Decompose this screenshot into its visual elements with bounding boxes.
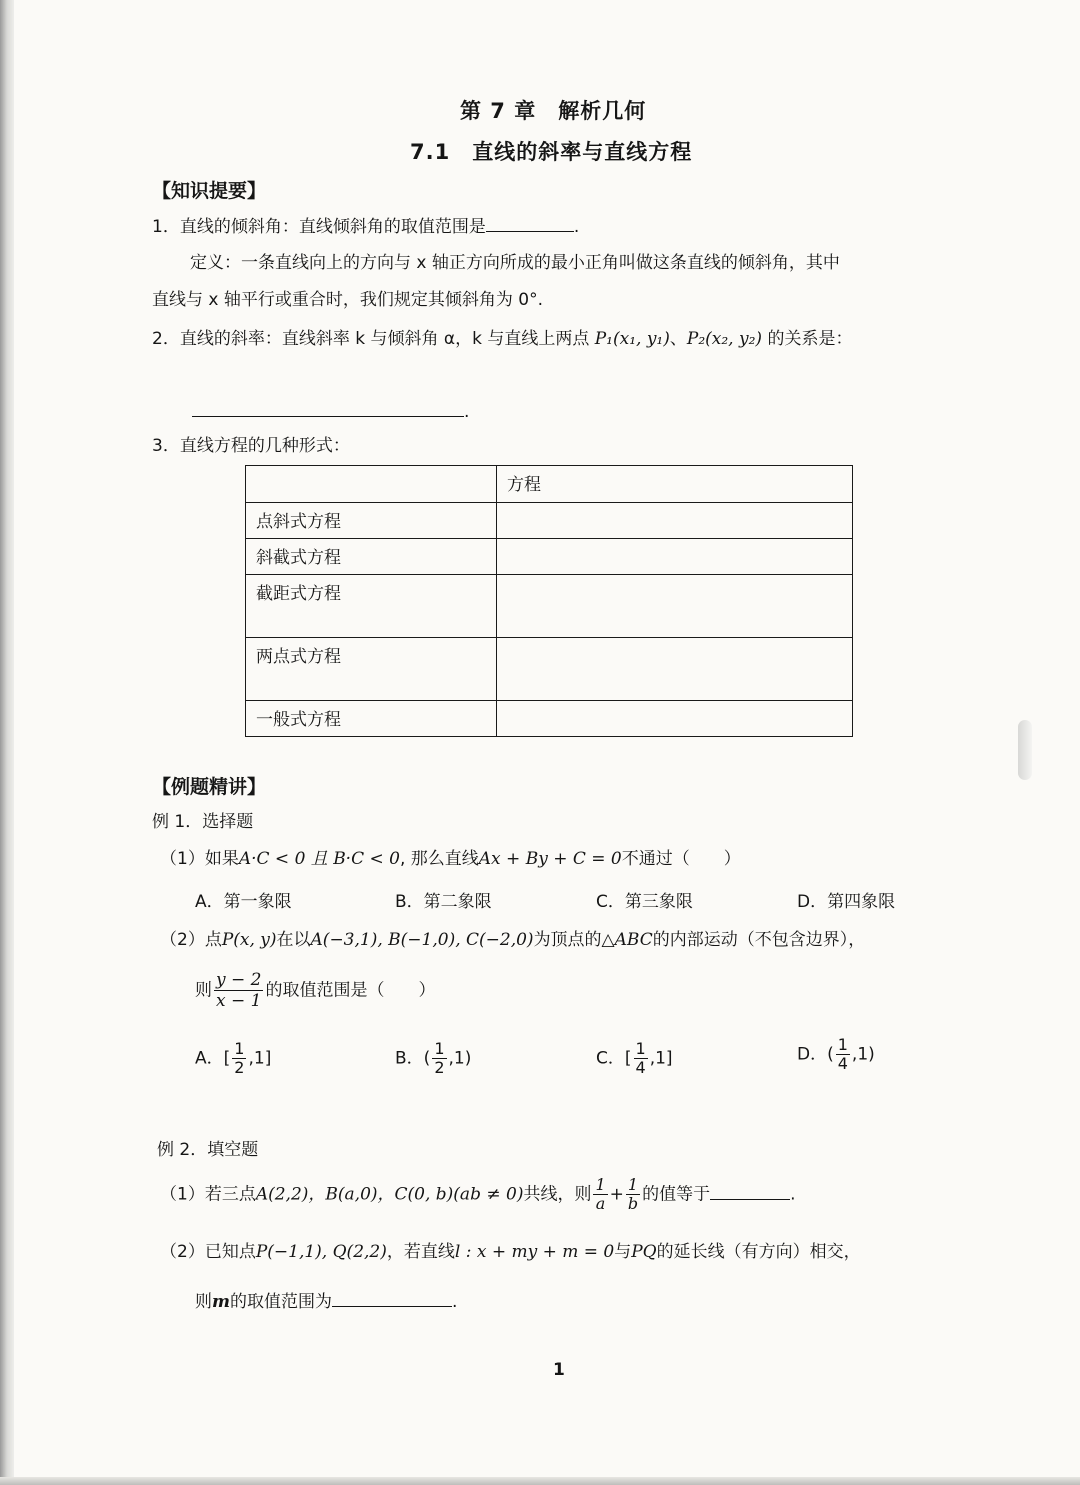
q3-plus: + xyxy=(609,1184,624,1205)
q3-fraction-b xyxy=(626,1176,640,1213)
q3-frac-b-num: 1 xyxy=(626,1176,640,1195)
slope-blank-end: . xyxy=(464,402,470,422)
table-row xyxy=(246,503,853,539)
table-row xyxy=(246,701,853,737)
slope-answer-line xyxy=(192,398,469,424)
question-3 xyxy=(160,1176,796,1213)
q1-option-a[interactable]: A．第一象限 xyxy=(195,892,292,912)
q2-vertices: A(−3,1), B(−1,0), C(−2,0) xyxy=(310,930,534,950)
q2-option-b[interactable] xyxy=(395,1040,471,1077)
q2-prefix: （2）点 xyxy=(160,930,222,950)
q1-suffix: 不通过（ ） xyxy=(621,849,741,869)
q2-triangle: ABC xyxy=(614,930,653,950)
q2-fraction-numerator: y − 2 xyxy=(216,970,262,990)
q1-option-d[interactable]: D．第四象限 xyxy=(797,892,896,912)
answer-cell-slope-intercept[interactable] xyxy=(497,539,853,575)
q2-option-a-label: A． xyxy=(195,1048,224,1069)
q3-frac-a-den: a xyxy=(595,1194,606,1213)
q2-mid: 在以 xyxy=(276,930,311,950)
table-row xyxy=(246,575,853,638)
q2-option-d-open: ( xyxy=(827,1044,834,1065)
q3-points: A(2,2)，B(a,0)，C(0, b)(ab ≠ 0) xyxy=(255,1184,524,1205)
example-1-title: 例 1．选择题 xyxy=(152,812,254,832)
q1-line-equation: Ax + By + C = 0 xyxy=(478,849,622,869)
q1-prefix: （1）如果 xyxy=(160,849,239,869)
q2-option-d-den: 4 xyxy=(837,1054,848,1073)
q2-option-a-den: 2 xyxy=(234,1058,245,1077)
table-row xyxy=(246,638,853,701)
q4-prefix: （2）已知点 xyxy=(160,1242,256,1262)
q2-line2-suffix: 的取值范围是（ ） xyxy=(265,980,436,1001)
row-label-point-slope: 点斜式方程 xyxy=(246,503,497,539)
item2-end: 的关系是： xyxy=(762,329,853,349)
answer-cell-two-point[interactable] xyxy=(497,638,853,701)
q2-option-a[interactable] xyxy=(195,1040,271,1077)
q2-line2-prefix: 则 xyxy=(195,980,212,1001)
slope-relation-blank[interactable] xyxy=(192,398,464,417)
q4-suffix: 的延长线（有方向）相交， xyxy=(656,1242,861,1262)
q3-end: . xyxy=(790,1184,796,1205)
q1-option-c[interactable]: C．第三象限 xyxy=(596,892,693,912)
point-p2: P₂(x₂, y₂) xyxy=(686,329,763,349)
table-header-blank xyxy=(246,466,497,503)
row-label-general: 一般式方程 xyxy=(246,701,497,737)
knowledge-item-3: 3．直线方程的几种形式： xyxy=(152,436,350,456)
q2-option-c-den: 4 xyxy=(635,1058,646,1077)
q2-line1-end: 的内部运动（不包含边界）， xyxy=(652,930,866,950)
item2-text: 2．直线的斜率：直线斜率 k 与倾斜角 α，k 与直线上两点 xyxy=(152,329,590,349)
knowledge-item-2 xyxy=(152,327,852,351)
q2-option-b-open: ( xyxy=(423,1048,431,1069)
q3-frac-a-num: 1 xyxy=(595,1175,606,1194)
question-2 xyxy=(160,928,865,952)
q3-answer-blank[interactable] xyxy=(710,1181,790,1200)
q4-mid2: 与 xyxy=(614,1242,632,1262)
knowledge-item-1 xyxy=(152,213,579,239)
q2-option-d-close: ,1) xyxy=(851,1044,875,1065)
scan-bottom-edge xyxy=(0,1477,1080,1485)
q3-fraction-a xyxy=(593,1176,607,1213)
item1-end: . xyxy=(573,217,580,237)
q2-option-d[interactable] xyxy=(797,1036,875,1073)
knowledge-heading: 【知识提要】 xyxy=(152,180,267,202)
q2-option-c-label: C． xyxy=(596,1048,625,1069)
q2-option-b-den: 2 xyxy=(434,1058,445,1077)
q2-option-c-close: ,1] xyxy=(649,1048,673,1069)
q2-option-d-fraction xyxy=(836,1036,850,1073)
row-label-two-point: 两点式方程 xyxy=(246,638,497,701)
q4-points: P(−1,1), Q(2,2) xyxy=(255,1242,387,1262)
q2-point: P(x, y) xyxy=(221,930,277,950)
question-4 xyxy=(160,1240,861,1264)
q2-option-a-num: 1 xyxy=(234,1039,245,1058)
line-equation-table xyxy=(245,465,853,737)
q2-option-a-close: ,1] xyxy=(248,1048,272,1069)
answer-cell-intercept[interactable] xyxy=(497,575,853,638)
page-mark xyxy=(1018,720,1032,780)
q4-end: . xyxy=(452,1292,458,1312)
q4-variable: m xyxy=(212,1292,230,1312)
q2-option-d-num: 1 xyxy=(837,1035,848,1054)
q3-suffix: 的值等于 xyxy=(642,1184,711,1205)
q2-option-d-label: D． xyxy=(797,1044,828,1065)
q2-option-b-label: B． xyxy=(395,1048,424,1069)
q4-line-equation: l : x + my + m = 0 xyxy=(454,1242,615,1262)
section-title: 7.1 直线的斜率与直线方程 xyxy=(410,140,693,164)
row-label-intercept: 截距式方程 xyxy=(246,575,497,638)
table-header-row xyxy=(246,466,853,503)
angle-range-blank[interactable] xyxy=(486,213,574,232)
q2-line-2 xyxy=(195,970,435,1011)
q1-mid: , 那么直线 xyxy=(399,849,479,869)
q1-condition: A·C < 0 且 B·C < 0 xyxy=(238,849,400,869)
chapter-title: 第 7 章 解析几何 xyxy=(460,99,647,123)
example-2-title: 例 2．填空题 xyxy=(157,1140,259,1160)
q4-line-2 xyxy=(195,1288,457,1314)
q1-option-b[interactable]: B．第二象限 xyxy=(395,892,492,912)
definition-line-2: 直线与 x 轴平行或重合时，我们规定其倾斜角为 0°. xyxy=(152,290,543,310)
answer-cell-general[interactable] xyxy=(497,701,853,737)
table-header-equation: 方程 xyxy=(497,466,853,503)
q2-option-b-num: 1 xyxy=(434,1039,445,1058)
scan-edge xyxy=(0,0,14,1485)
q2-option-c[interactable] xyxy=(596,1040,673,1077)
item2-sep: 、 xyxy=(669,329,687,349)
answer-cell-point-slope[interactable] xyxy=(497,503,853,539)
q4-line2-suffix: 的取值范围为 xyxy=(230,1292,332,1312)
q2-option-c-open: [ xyxy=(624,1048,632,1069)
question-1 xyxy=(160,847,741,871)
q2-option-b-close: ,1) xyxy=(448,1048,472,1069)
q2-option-c-num: 1 xyxy=(635,1039,646,1058)
table-row xyxy=(246,539,853,575)
q2-option-b-fraction xyxy=(432,1040,446,1077)
point-p1: P₁(x₁, y₁) xyxy=(594,329,670,349)
definition-line-1: 定义：一条直线向上的方向与 x 轴正方向所成的最小正角叫做这条直线的倾斜角，其中 xyxy=(190,253,840,273)
q3-mid: 共线，则 xyxy=(523,1184,592,1205)
q4-mid: ，若直线 xyxy=(386,1242,455,1262)
q3-frac-b-den: b xyxy=(627,1194,639,1213)
q2-fraction-denominator: x − 1 xyxy=(216,991,262,1011)
row-label-slope-intercept: 斜截式方程 xyxy=(246,539,497,575)
q3-prefix: （1）若三点 xyxy=(160,1184,256,1205)
q2-fraction xyxy=(214,970,263,1011)
q4-segment: PQ xyxy=(631,1242,657,1262)
item1-text: 1．直线的倾斜角：直线倾斜角的取值范围是 xyxy=(152,217,486,237)
q4-line2-prefix: 则 xyxy=(195,1292,212,1312)
q2-triangle-prefix: 为顶点的△ xyxy=(533,930,615,950)
q2-option-a-open: [ xyxy=(223,1048,231,1069)
q2-option-c-fraction xyxy=(634,1040,648,1077)
page-number: 1 xyxy=(553,1360,565,1380)
examples-heading: 【例题精讲】 xyxy=(152,776,267,798)
q2-option-a-fraction xyxy=(232,1040,246,1077)
q4-answer-blank[interactable] xyxy=(332,1288,452,1307)
